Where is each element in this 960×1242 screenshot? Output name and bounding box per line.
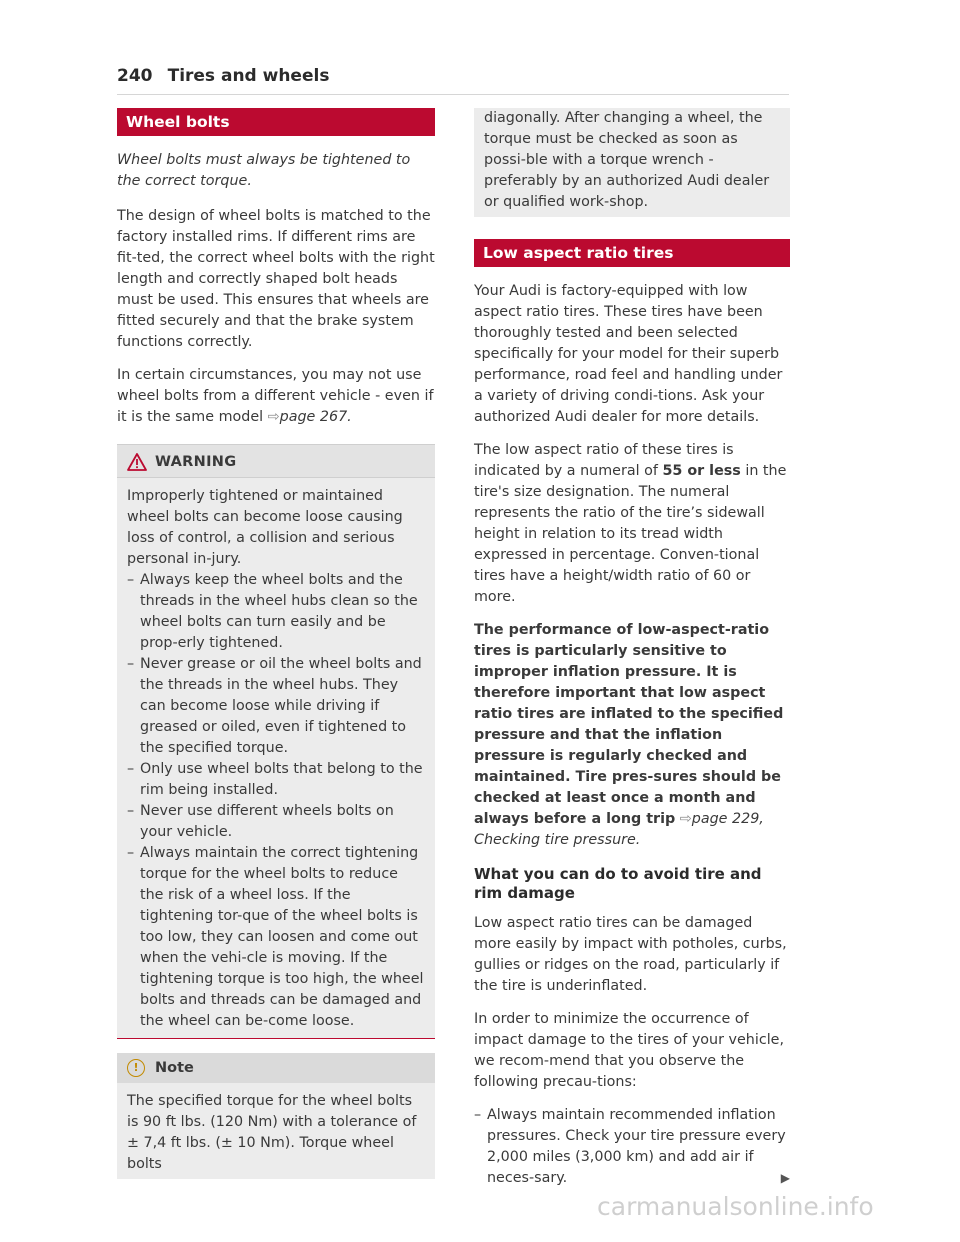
section-title-wheel-bolts: Wheel bolts (117, 108, 435, 136)
paragraph: In order to minimize the occurrence of impact damage to the tires of your vehicle, we recom-mend that you observe the following precau-tions: (474, 1011, 785, 1090)
warning-item: – Only use wheel bolts that belong to the rim being installed. (127, 759, 425, 801)
paragraph-text: The low aspect ratio of these tires is indicated by a numeral of (474, 442, 734, 479)
warning-item: – Always keep the wheel bolts and the threads in the wheel hubs clean so the wheel bolts can turn easily and be prop-erly tightened. (127, 570, 425, 654)
page-ref-arrow-icon: ⇨ (267, 409, 280, 425)
warning-box (117, 444, 435, 1039)
note-continued-box (474, 108, 790, 217)
paragraph-text: In certain circumstances, you may not use wheel bolts from a different vehicle - even if it is the same model (117, 367, 434, 425)
right-column (474, 108, 790, 1189)
precaution-item: – Always maintain recommended inflation pressures. Check your tire pressure every 2,000 miles (3,000 km) and add air if neces-sary. (474, 1105, 790, 1189)
warning-body (117, 486, 435, 1032)
bold-paragraph (474, 620, 790, 851)
warning-item: – Never grease or oil the wheel bolts and the threads in the wheel hubs. They can become loose while driving if greased or oiled, even if tightened to the specified torque. (127, 654, 425, 759)
note-title: Note (155, 1060, 194, 1076)
paragraph-text: in the tire's size designation. The numeral represents the ratio of the tire’s sidewall height in relation to its tread width expressed in percentage. Conven-tional tires have a height/width ratio of 60 or more. (474, 463, 787, 605)
paragraph (474, 440, 790, 608)
info-circle-icon: ! (127, 1059, 145, 1077)
warning-item: – Never use different wheels bolts on your vehicle. (127, 801, 425, 843)
warning-title: WARNING (155, 454, 237, 470)
continue-arrow-icon: ▶ (780, 1171, 790, 1185)
note-continued-text: diagonally. After changing a wheel, the torque must be checked as soon as possi-ble with a torque wrench - preferably by an authorized Audi dealer or qualified work-shop. (484, 110, 770, 210)
note-body (117, 1091, 435, 1175)
warning-header (117, 445, 435, 478)
paragraph (117, 365, 435, 428)
section-intro: Wheel bolts must always be tightened to the correct torque. (117, 152, 411, 189)
precaution-list-wrapper (474, 1105, 790, 1189)
subheading: What you can do to avoid tire and rim damage (474, 865, 762, 902)
note-header (117, 1053, 435, 1083)
paragraph: The design of wheel bolts is matched to the factory installed rims. If different rims are fit-ted, the correct wheel bolts with the right length and correctly shaped bolt heads must be used. This ensures that wheels are fitted securely and that the brake system functions correctly. (117, 208, 435, 350)
warning-item: – Always maintain the correct tightening torque for the wheel bolts to reduce the risk of a wheel loss. If the tightening tor-que of the wheel bolts is too low, they can loosen and come out when the vehi-cle is moving. If the tightening torque is too high, the wheel bolts and threads can be damaged and the wheel can be-come loose. (127, 843, 425, 1032)
note-box (117, 1053, 435, 1179)
warning-intro: Improperly tightened or maintained wheel bolts can become loose causing loss of control, a collision and serious personal in-jury. (127, 488, 403, 567)
note-text: The specified torque for the wheel bolts is 90 ft lbs. (120 Nm) with a tolerance of ± 7,4 ft lbs. (± 10 Nm). Torque wheel bolts (127, 1093, 417, 1172)
warning-triangle-icon (127, 453, 147, 471)
page-number: 240 (117, 66, 153, 86)
page-header (117, 66, 789, 95)
emphasis-text: 55 or less (662, 463, 741, 479)
chapter-title: Tires and wheels (167, 66, 330, 86)
warning-list (127, 570, 425, 1032)
watermark: carmanualsonline.info (597, 1192, 874, 1221)
section-title-low-aspect-ratio-tires: Low aspect ratio tires (474, 239, 790, 267)
page-reference-link[interactable]: page 229, Checking tire pressure. (474, 811, 764, 848)
precaution-list (474, 1105, 790, 1189)
paragraph: Your Audi is factory-equipped with low aspect ratio tires. These tires have been thoroughly tested and been selected specifically for your model for their superb performance, road feel and handling under a variety of driving condi-tions. Ask your authorized Audi dealer for more details. (474, 283, 783, 425)
left-column (117, 108, 435, 1179)
paragraph: Low aspect ratio tires can be damaged more easily by impact with potholes, curbs, gullies or ridges on the road, particularly if the tire is underinflated. (474, 915, 787, 994)
bold-paragraph-text: The performance of low-aspect-ratio tires is particularly sensitive to improper inflation pressure. It is therefore important that low aspect ratio tires are inflated to the specified pressure and that the inflation pressure is regularly checked and maintained. Tire pres-sures should be checked at least once a month and always before a long trip (474, 622, 784, 827)
page-reference-link[interactable]: page 267. (279, 409, 352, 425)
page-ref-arrow-icon: ⇨ (679, 811, 692, 827)
